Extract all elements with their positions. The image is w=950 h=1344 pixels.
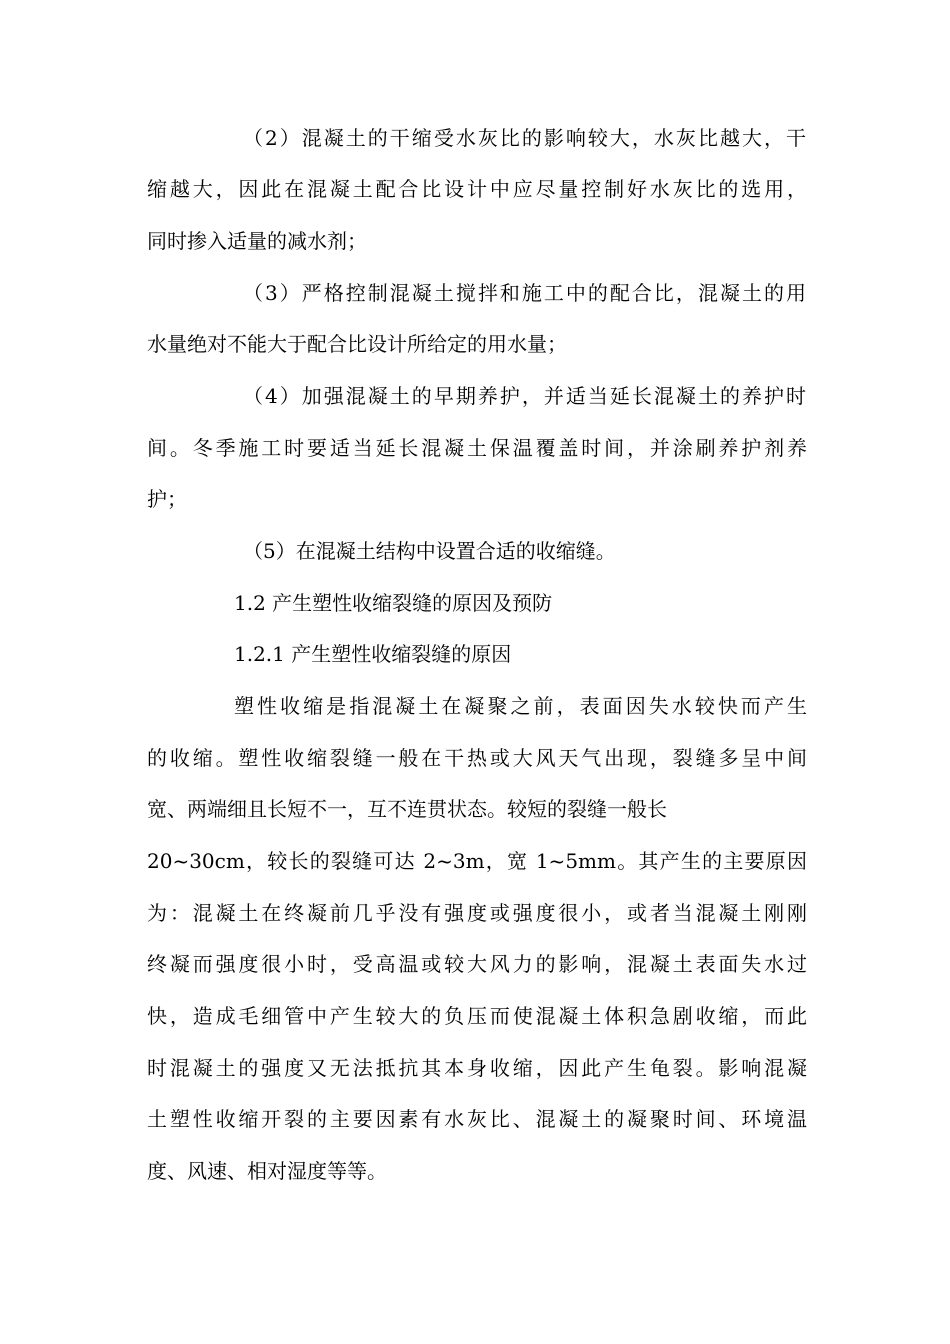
body-paragraph-line-3: 宽、两端细且长短不一，互不连贯状态。较短的裂缝一般长 (147, 797, 667, 821)
paragraph-5: （5）在混凝土结构中设置合适的收缩缝。 (243, 539, 616, 563)
body-paragraph-line-10: 度、风速、相对湿度等等。 (147, 1159, 387, 1183)
body-paragraph-line-4: 20~30cm，较长的裂缝可达 2~3m，宽 1~5mm。其产生的主要原因 (147, 849, 807, 873)
section-heading-1-2-1: 1.2.1 产生塑性收缩裂缝的原因 (234, 642, 512, 666)
body-paragraph-line-8: 时混凝土的强度又无法抵抗其本身收缩，因此产生龟裂。影响混凝 (147, 1056, 807, 1080)
section-heading-1-2: 1.2 产生塑性收缩裂缝的原因及预防 (234, 591, 553, 615)
paragraph-3-line-2: 水量绝对不能大于配合比设计所给定的用水量； (147, 332, 567, 356)
body-paragraph-line-6: 终凝而强度很小时，受高温或较大风力的影响，混凝土表面失水过 (147, 952, 807, 976)
paragraph-4-line-1: （4）加强混凝土的早期养护，并适当延长混凝土的养护时 (243, 384, 806, 408)
body-paragraph-line-9: 土塑性收缩开裂的主要因素有水灰比、混凝土的凝聚时间、环境温 (147, 1107, 807, 1131)
paragraph-2-line-3: 同时掺入适量的减水剂； (147, 229, 367, 253)
paragraph-4-line-3: 护； (147, 487, 187, 511)
body-paragraph-line-5: 为：混凝土在终凝前几乎没有强度或强度很小，或者当混凝土刚刚 (147, 901, 807, 925)
paragraph-4-line-2: 间。冬季施工时要适当延长混凝土保温覆盖时间，并涂刷养护剂养 (147, 436, 807, 460)
body-paragraph-line-2: 的收缩。塑性收缩裂缝一般在干热或大风天气出现，裂缝多呈中间 (147, 746, 807, 770)
paragraph-2-line-1: （2）混凝土的干缩受水灰比的影响较大，水灰比越大，干 (243, 126, 806, 150)
body-paragraph-line-1: 塑性收缩是指混凝土在凝聚之前，表面因失水较快而产生 (234, 694, 807, 718)
paragraph-2-line-2: 缩越大，因此在混凝土配合比设计中应尽量控制好水灰比的选用， (147, 177, 807, 201)
body-paragraph-line-7: 快，造成毛细管中产生较大的负压而使混凝土体积急剧收缩，而此 (147, 1004, 807, 1028)
paragraph-3-line-1: （3）严格控制混凝土搅拌和施工中的配合比，混凝土的用 (243, 281, 806, 305)
